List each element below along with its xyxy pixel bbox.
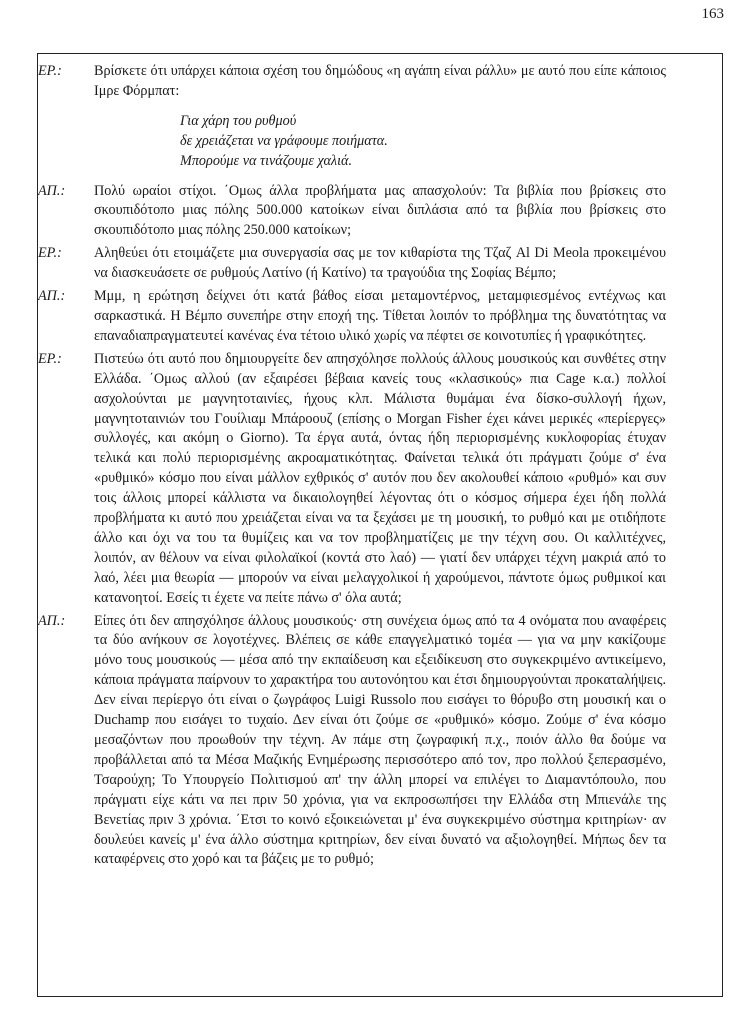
interview-content xyxy=(36,62,666,873)
speaker-label: ΑΠ.: xyxy=(38,182,66,199)
page-number: 163 xyxy=(701,6,724,22)
speaker-label: ΕΡ.: xyxy=(38,63,62,79)
interview-entry-answer xyxy=(36,287,666,347)
entry-text: Πιστεύω ότι αυτό που δημιουργείτε δεν απησχόλησε πολλούς άλλους μουσικούς και συνθέτες στην Ελλάδα. ΄Ομως αλλού (αν εξαιρέσει βέβαια κανείς τους «κλασικούς» πια Cage κ.α.) πολλοί ασχολούνται με μαγνητοταινίες, ήχους κλπ. Μάλιστα θυμάμαι ένα δίσκο-συλλογή ήχων, μαγνητοταινιών του Γουίλιαμ Μπάροουζ (επίσης ο Morgan Fisher έχει κάνει μερικές «περίεργες» συλλογές, και ακόμη ο Giorno). Τα έργα αυτά, όντας ήδη περιορισμένης κυκλοφορίας έτυχαν τελικά και πολύ περιορισμένης ακροαματικότητας. Φαίνεται τελικά ότι πράγματι ζούμε σ' ένα «ρυθμικό» κόσμο που είναι μάλλον εχθρικός σ' αυτόν που δεν ακολουθεί κάποιο «ρυθμό» και συν τοις άλλοις μπορεί κάλλιστα να δικαιολογηθεί λέγοντας ότι ο κόσμος σήμερα έχει ήδη πολλά προβλήματα κι αυτό που χρειάζεται είναι να τα ξεχάσει με τη μουσική, το ρυθμό και με οτιδήποτε άλλο και όχι να του τα θυμίζεις και να τον προβληματίζεις με την τέχνη σου. Οι καλλιτέχνες, λοιπόν, αν θέλουν να είναι φιλολαϊκοί (κοντά στο λαό) — γιατί δεν υπάρχει τέχνη μακριά από το λαό, λέει μια θεωρία — μπορούν να είναι μελαγχολικοί ή χαρούμενοι, πάντοτε όμως ρυθμικοί και κατανοητοί. Εσείς τι έχετε να πείτε πάνω σ' όλα αυτά; xyxy=(94,350,666,606)
interview-entry-question xyxy=(36,244,666,284)
entry-text: Μμμ, η ερώτηση δείχνει ότι κατά βάθος είσαι μεταμοντέρνος, μεταμφιεσμένος εντέχνως και σαρκαστικά. Η Βέμπο συνεπήρε στην εποχή της. Τίθεται λοιπόν το πρόβλημα της δυνατότητας να επαναδιαπραγματευτεί κανένας ένα τέτοιο υλικό χωρίς να πέφτει σε κοινοτυπίες ή γραφικότητες. xyxy=(94,288,666,344)
interview-entry-answer xyxy=(36,182,666,242)
poem-quote xyxy=(180,112,666,172)
entry-text: Είπες ότι δεν απησχόλησε άλλους μουσικούς· στη συνέχεια όμως από τα 4 ονόματα που αναφέρεις τα δύο ανήκουν σε λογοτέχνες. Βλέπεις σε κάθε επαγγελματικό τομέα — για να μην κακίζουμε μόνο τους μουσικούς — μέσα από την εκπαίδευση και εξειδίκευση στο συγκεκριμένο αντικείμενο, κάποια πράγματα παίρνουν το χαρακτήρα του αυτονόητου και έτσι δημιουργούνται προκαταλήψεις. Δεν είναι περίεργο ότι είναι ο ζωγράφος Luigi Russolo που εισάγει το θόρυβο στη μουσική και ο Duchamp που εισάγει το τυχαίο. Δεν είναι ότι ζούμε σε «ρυθμικό» κόσμο. Ζούμε σ' ένα κόσμο μεσαζόντων που προωθούν την τέχνη. Αν πάμε στη ζωγραφική π.χ., ποιόν άλλο θα δούμε να προβάλλεται από τα Μέσα Μαζικής Ενημέρωσης περισσότερο από τον, προ πολλού ξεπερασμένο, Τσαρούχη; Το Υπουργείο Πολιτισμού απ' την άλλη μπορεί να επιλέγει το Διαμαντόπουλο, που πράγματι είχε κάτι να πει πριν 50 χρόνια, για να εκπροσωπήσει την Ελλάδα στη Μπιενάλε της Βενετίας πριν 3 χρόνια. ΄Ετσι το κοινό εξοικειώνεται μ' ένα συγκεκριμένο σύστημα κριτηρίων· αν δουλεύει κανείς μ' ένα άλλο σύστημα κριτηρίων, δεν είναι δυνατό να αξιολογηθεί. Μήπως δεν τα καταφέρνεις στο χορό και τα βάζεις με το ρυθμό; xyxy=(94,612,666,868)
speaker-label: ΑΠ.: xyxy=(38,288,66,305)
speaker-label: ΑΠ.: xyxy=(38,612,66,629)
interview-entry-question xyxy=(36,350,666,609)
interview-entry-question xyxy=(36,62,666,172)
interview-entry-answer xyxy=(36,612,666,871)
poem-line: Μπορούμε να τινάζουμε χαλιά. xyxy=(180,152,353,169)
speaker-label: ΕΡ.: xyxy=(38,350,62,367)
poem-line: Για χάρη του ρυθμού xyxy=(180,112,297,129)
entry-text: Βρίσκετε ότι υπάρχει κάποια σχέση του δημώδους «η αγάπη είναι ράλλυ» με αυτό που είπε κάποιος Ιμρε Φόρμπατ: xyxy=(94,63,666,99)
entry-text: Αληθεύει ότι ετοιμάζετε μια συνεργασία σας με τον κιθαρίστα της Τζαζ Al Di Meola προκειμένου να διασκευάσετε σε ρυθμούς Λατίνο (ή Κατίνο) τα τραγούδια της Σοφίας Βέμπο; xyxy=(94,245,666,282)
entry-text: Πολύ ωραίοι στίχοι. ΄Ομως άλλα προβλήματα μας απασχολούν: Τα βιβλία που βρίσκεις στο σκουπιδότοπο μιας πόλης 500.000 κατοίκων είναι διπλάσια από τα βιβλία που βρίσκεις στο σκουπιδότοπο μιας πόλης 250.000 κατοίκων; xyxy=(94,182,666,239)
poem-line: δε χρειάζεται να γράφουμε ποιήματα. xyxy=(180,132,388,149)
speaker-label: ΕΡ.: xyxy=(38,245,62,262)
